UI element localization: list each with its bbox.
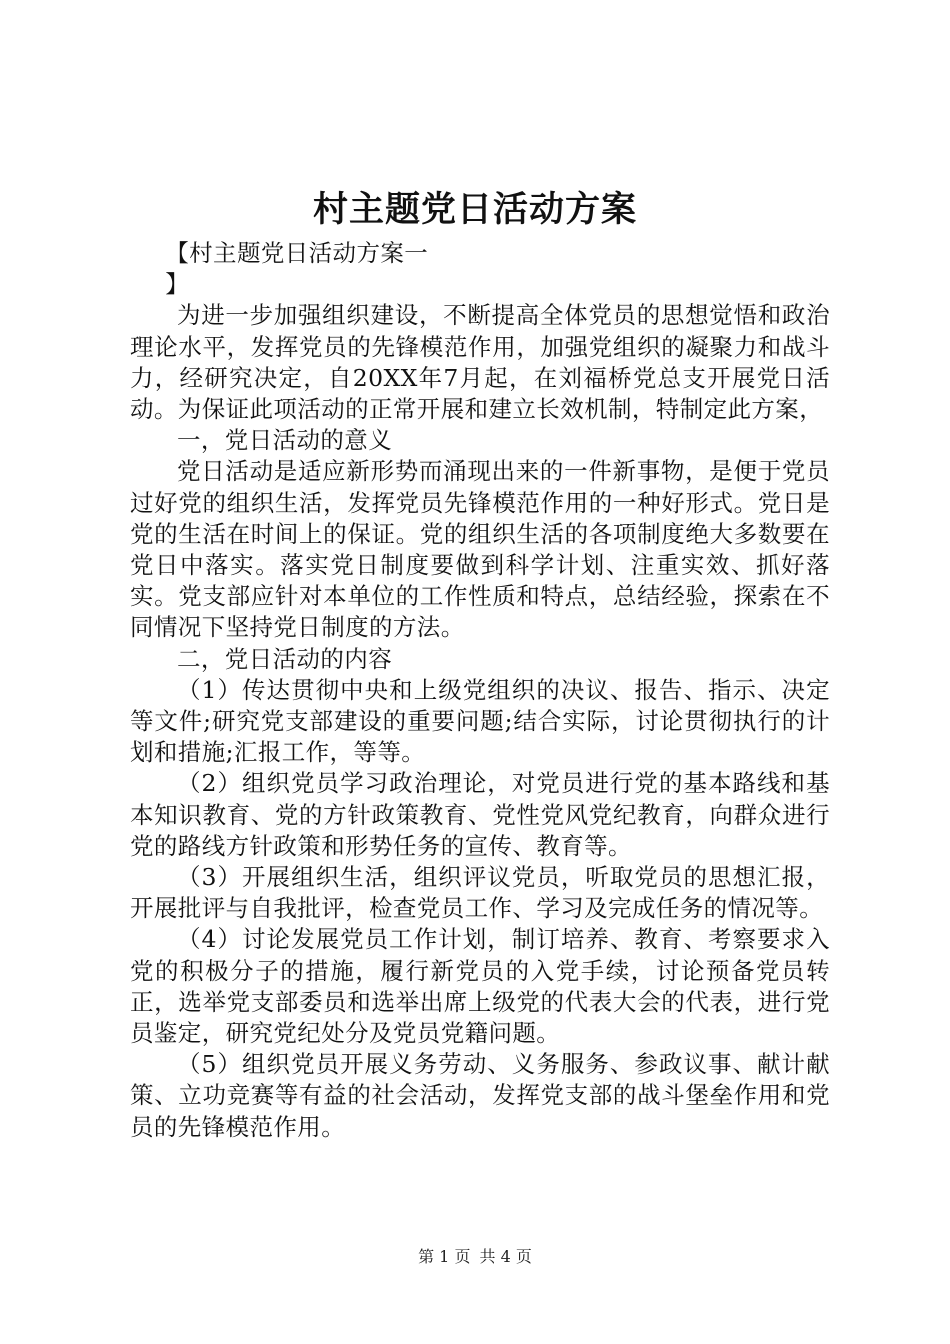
paragraph-item-4: （4）讨论发展党员工作计划，制订培养、教育、考察要求入党的积极分子的措施，履行新党员的入党手续，讨论预备党员转正，选举党支部委员和选举出席上级党的代表大会的代表，进行党员鉴定，研究党纪处分及党员党籍问题。: [130, 925, 830, 1048]
document-title: 村主题党日活动方案: [312, 189, 637, 230]
section-title: 【村主题党日活动方案一: [165, 239, 429, 267]
paragraph-intro: 为进一步加强组织建设，不断提高全体党员的思想觉悟和政治理论水平，发挥党员的先锋模范作用，加强党组织的凝聚力和战斗力，经研究决定，自20XX年7月起，在刘福桥党总支开展党日活动。为保证此项活动的正常开展和建立长效机制，特制定此方案，: [130, 301, 830, 424]
total-pages: 共 4 页: [479, 1247, 532, 1266]
heading-significance: 一，党日活动的意义: [177, 426, 393, 455]
heading-content: 二，党日活动的内容: [177, 644, 393, 673]
paragraph-item-5: （5）组织党员开展义务劳动、义务服务、参政议事、献计献策、立功竞赛等有益的社会活动，发挥党支部的战斗堡垒作用和党员的先锋模范作用。: [130, 1050, 830, 1141]
paragraph-significance: 党日活动是适应新形势而涌现出来的一件新事物，是便于党员过好党的组织生活，发挥党员先锋模范作用的一种好形式。党日是党的生活在时间上的保证。党的组织生活的各项制度绝大多数要在党日中落实。落实党日制度要做到科学计划、注重实效、抓好落实。党支部应针对本单位的工作性质和特点，总结经验，探索在不同情况下坚持党日制度的方法。: [130, 457, 830, 642]
paragraph-item-2: （2）组织党员学习政治理论，对党员进行党的基本路线和基本知识教育、党的方针政策教育、党性党风党纪教育，向群众进行党的路线方针政策和形势任务的宣传、教育等。: [130, 769, 830, 860]
paragraph-item-1: （1）传达贯彻中央和上级党组织的决议、报告、指示、决定等文件;研究党支部建设的重要问题;结合实际，讨论贯彻执行的计划和措施;汇报工作，等等。: [130, 675, 830, 767]
section-title-close: 】: [165, 270, 190, 299]
page-footer: [0, 1244, 950, 1267]
document-body: [130, 238, 830, 1143]
page-number: 第 1 页: [418, 1247, 471, 1266]
paragraph-item-3: （3）开展组织生活，组织评议党员，听取党员的思想汇报，开展批评与自我批评，检查党员工作、学习及完成任务的情况等。: [130, 863, 830, 923]
